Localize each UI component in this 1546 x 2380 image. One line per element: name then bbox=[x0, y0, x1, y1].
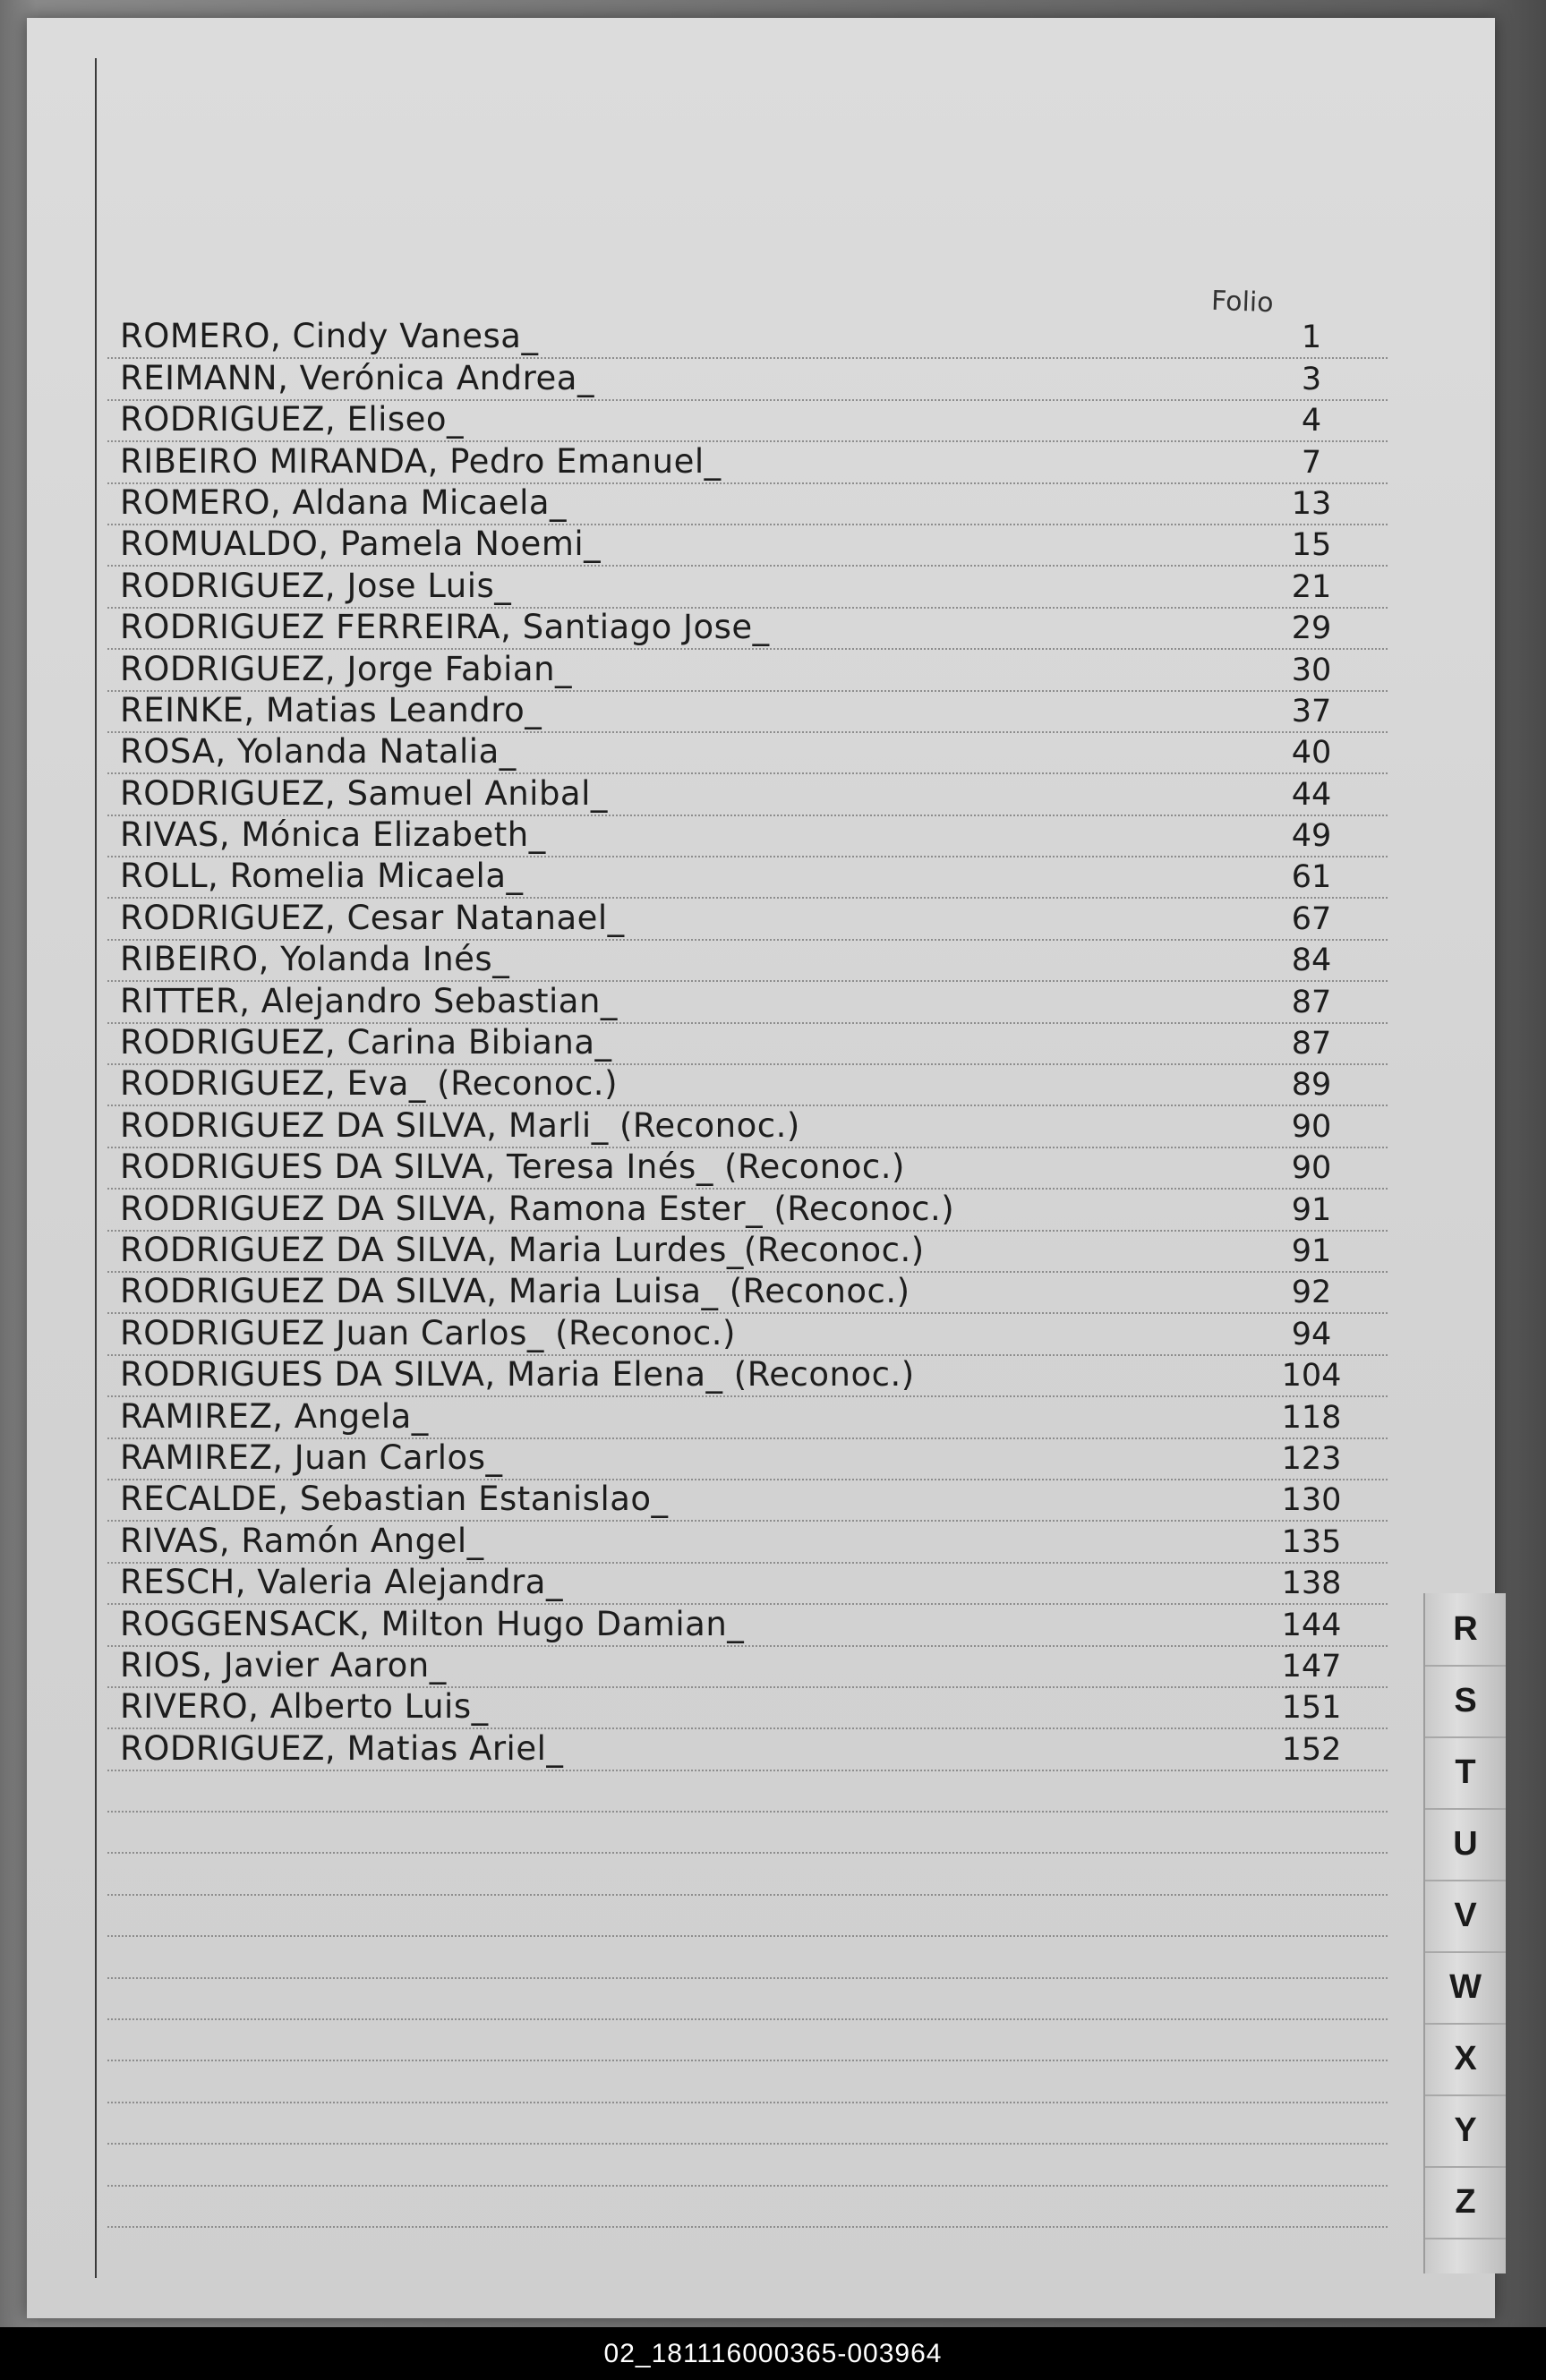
entry-name: RESCH, Valeria Alejandra_ bbox=[120, 1563, 563, 1602]
index-entry bbox=[107, 1273, 1388, 1314]
entry-name: RODRIGUEZ DA SILVA, Maria Lurdes_(Reconoc.) bbox=[120, 1230, 925, 1269]
index-entry bbox=[107, 1314, 1388, 1355]
entry-folio: 90 bbox=[1291, 1150, 1332, 1187]
alphabet-index-tabs bbox=[1423, 1593, 1506, 2273]
entry-folio: 152 bbox=[1281, 1731, 1342, 1768]
entry-folio: 144 bbox=[1281, 1607, 1342, 1643]
index-entry bbox=[107, 899, 1388, 940]
empty-ledger-line bbox=[107, 1937, 1388, 1978]
index-entry bbox=[107, 774, 1388, 815]
entry-folio: 104 bbox=[1281, 1358, 1342, 1395]
index-entry bbox=[107, 650, 1388, 691]
entry-folio: 29 bbox=[1291, 610, 1332, 647]
entry-name: RIBEIRO, Yolanda Inés_ bbox=[120, 940, 510, 979]
index-tab-v[interactable]: V bbox=[1425, 1880, 1506, 1953]
index-entry bbox=[107, 982, 1388, 1023]
index-tab-w[interactable]: W bbox=[1425, 1951, 1506, 2025]
empty-ledger-line bbox=[107, 2187, 1388, 2228]
index-entry bbox=[107, 318, 1388, 359]
entry-name: RODRIGUEZ, Eliseo_ bbox=[120, 400, 465, 439]
entry-name: RODRIGUEZ Juan Carlos_ (Reconoc.) bbox=[120, 1313, 736, 1352]
empty-ledger-line bbox=[107, 2020, 1388, 2061]
index-entry bbox=[107, 1647, 1388, 1688]
index-entry bbox=[107, 609, 1388, 650]
index-entry bbox=[107, 1729, 1388, 1770]
index-entry bbox=[107, 1106, 1388, 1147]
entry-folio: 94 bbox=[1291, 1316, 1332, 1352]
index-tab-t[interactable]: T bbox=[1425, 1736, 1506, 1810]
entry-folio: 61 bbox=[1291, 859, 1332, 896]
entry-name: REIMANN, Verónica Andrea_ bbox=[120, 358, 594, 397]
empty-ledger-line bbox=[107, 1854, 1388, 1895]
entry-folio: 7 bbox=[1301, 444, 1322, 481]
entry-name: RIOS, Javier Aaron_ bbox=[120, 1645, 447, 1685]
entry-name: RAMIREZ, Juan Carlos_ bbox=[120, 1437, 503, 1477]
index-entry bbox=[107, 1605, 1388, 1646]
index-entry bbox=[107, 1232, 1388, 1273]
entry-name: RODRIGUEZ, Matias Ariel_ bbox=[120, 1728, 564, 1768]
image-caption: 02_181116000365-003964 bbox=[0, 2327, 1546, 2380]
index-entry bbox=[107, 857, 1388, 899]
entry-folio: 21 bbox=[1291, 568, 1332, 605]
index-entry bbox=[107, 442, 1388, 483]
index-tab-x[interactable]: X bbox=[1425, 2023, 1506, 2096]
entry-folio: 92 bbox=[1291, 1275, 1332, 1311]
ledger-page bbox=[27, 18, 1495, 2318]
entry-folio: 30 bbox=[1291, 652, 1332, 688]
empty-ledger-line bbox=[107, 2061, 1388, 2103]
entry-name: RECALDE, Sebastian Estanislao_ bbox=[120, 1480, 669, 1519]
entry-name: RODRIGUEZ, Cesar Natanael_ bbox=[120, 898, 625, 937]
entry-folio: 90 bbox=[1291, 1108, 1332, 1145]
entry-name: RIVERO, Alberto Luis_ bbox=[120, 1687, 489, 1727]
entry-folio: 89 bbox=[1291, 1067, 1332, 1104]
entry-folio: 135 bbox=[1281, 1523, 1342, 1560]
index-entry bbox=[107, 1522, 1388, 1563]
entry-name: RODRIGUEZ, Jorge Fabian_ bbox=[120, 649, 573, 688]
entry-folio: 84 bbox=[1291, 943, 1332, 979]
empty-ledger-line bbox=[107, 2103, 1388, 2145]
entry-name: RODRIGUEZ, Carina Bibiana_ bbox=[120, 1023, 612, 1062]
index-entry bbox=[107, 525, 1388, 567]
index-entry bbox=[107, 1065, 1388, 1106]
index-entry bbox=[107, 816, 1388, 857]
entry-folio: 87 bbox=[1291, 1026, 1332, 1062]
entry-folio: 147 bbox=[1281, 1648, 1342, 1685]
index-tab-z[interactable]: Z bbox=[1425, 2166, 1506, 2239]
index-entry bbox=[107, 1190, 1388, 1231]
index-tab-s[interactable]: S bbox=[1425, 1665, 1506, 1738]
index-entry bbox=[107, 484, 1388, 525]
entry-name: RODRIGUES DA SILVA, Teresa Inés_ (Reconoc.) bbox=[120, 1147, 905, 1187]
entry-name: RODRIGUEZ, Eva_ (Reconoc.) bbox=[120, 1064, 619, 1104]
index-entry bbox=[107, 1480, 1388, 1522]
entry-folio: 4 bbox=[1301, 403, 1322, 439]
index-entry bbox=[107, 1439, 1388, 1480]
entry-name: RODRIGUEZ DA SILVA, Ramona Ester_ (Reconoc.) bbox=[120, 1189, 955, 1228]
entry-name: ROMUALDO, Pamela Noemi_ bbox=[120, 525, 602, 564]
entry-folio: 1 bbox=[1301, 320, 1322, 356]
entry-name: RITTER, Alejandro Sebastian_ bbox=[120, 981, 618, 1020]
entry-name: RODRIGUES DA SILVA, Maria Elena_ (Reconoc.) bbox=[120, 1355, 915, 1395]
entry-name: RODRIGUEZ FERREIRA, Santiago Jose_ bbox=[120, 608, 770, 647]
empty-ledger-line bbox=[107, 1896, 1388, 1937]
entry-name: ROLL, Romelia Micaela_ bbox=[120, 857, 524, 896]
margin-line bbox=[95, 58, 97, 2278]
entry-folio: 37 bbox=[1291, 693, 1332, 729]
entry-folio: 151 bbox=[1281, 1690, 1342, 1727]
entry-folio: 91 bbox=[1291, 1233, 1332, 1269]
index-entry bbox=[107, 401, 1388, 442]
entry-name: RIBEIRO MIRANDA, Pedro Emanuel_ bbox=[120, 441, 722, 481]
entry-name: RIVAS, Mónica Elizabeth_ bbox=[120, 815, 546, 855]
index-tab-y[interactable]: Y bbox=[1425, 2094, 1506, 2168]
entry-name: RODRIGUEZ DA SILVA, Maria Luisa_ (Reconoc.) bbox=[120, 1272, 910, 1311]
index-entry bbox=[107, 692, 1388, 733]
entry-folio: 67 bbox=[1291, 900, 1332, 937]
index-entries bbox=[107, 318, 1388, 2228]
entry-name: RAMIREZ, Angela_ bbox=[120, 1396, 429, 1436]
entry-folio: 91 bbox=[1291, 1191, 1332, 1228]
entry-name: RODRIGUEZ DA SILVA, Marli_ (Reconoc.) bbox=[120, 1105, 800, 1145]
entry-folio: 87 bbox=[1291, 984, 1332, 1020]
index-tab-u[interactable]: U bbox=[1425, 1808, 1506, 1881]
empty-ledger-line bbox=[107, 1771, 1388, 1813]
entry-name: ROSA, Yolanda Natalia_ bbox=[120, 732, 517, 772]
empty-ledger-line bbox=[107, 1979, 1388, 2020]
entry-name: REINKE, Matias Leandro_ bbox=[120, 690, 542, 729]
entry-folio: 130 bbox=[1281, 1482, 1342, 1519]
entry-name: ROMERO, Aldana Micaela_ bbox=[120, 482, 568, 522]
index-entry bbox=[107, 1564, 1388, 1605]
index-entry bbox=[107, 567, 1388, 608]
index-entry bbox=[107, 1024, 1388, 1065]
index-entry bbox=[107, 941, 1388, 982]
index-tab-r[interactable]: R bbox=[1425, 1593, 1506, 1667]
entry-name: RODRIGUEZ, Samuel Anibal_ bbox=[120, 773, 608, 813]
entry-name: ROGGENSACK, Milton Hugo Damian_ bbox=[120, 1604, 745, 1643]
entry-folio: 40 bbox=[1291, 735, 1332, 772]
index-entry bbox=[107, 1397, 1388, 1438]
index-entry bbox=[107, 733, 1388, 774]
index-entry bbox=[107, 1356, 1388, 1397]
entry-folio: 118 bbox=[1281, 1399, 1342, 1436]
index-entry bbox=[107, 359, 1388, 400]
entry-folio: 138 bbox=[1281, 1565, 1342, 1602]
entry-folio: 3 bbox=[1301, 361, 1322, 397]
entry-name: RIVAS, Ramón Angel_ bbox=[120, 1521, 484, 1560]
entry-name: RODRIGUEZ, Jose Luis_ bbox=[120, 566, 512, 605]
index-entry bbox=[107, 1688, 1388, 1729]
empty-ledger-line bbox=[107, 2145, 1388, 2186]
entry-folio: 15 bbox=[1291, 527, 1332, 564]
folio-column-header: Folio bbox=[1210, 285, 1275, 320]
index-entry bbox=[107, 1148, 1388, 1190]
entry-folio: 44 bbox=[1291, 776, 1332, 813]
entry-folio: 13 bbox=[1291, 485, 1332, 522]
empty-ledger-line bbox=[107, 1813, 1388, 1854]
entry-name: ROMERO, Cindy Vanesa_ bbox=[120, 317, 539, 356]
entry-folio: 123 bbox=[1281, 1440, 1342, 1477]
entry-folio: 49 bbox=[1291, 818, 1332, 855]
